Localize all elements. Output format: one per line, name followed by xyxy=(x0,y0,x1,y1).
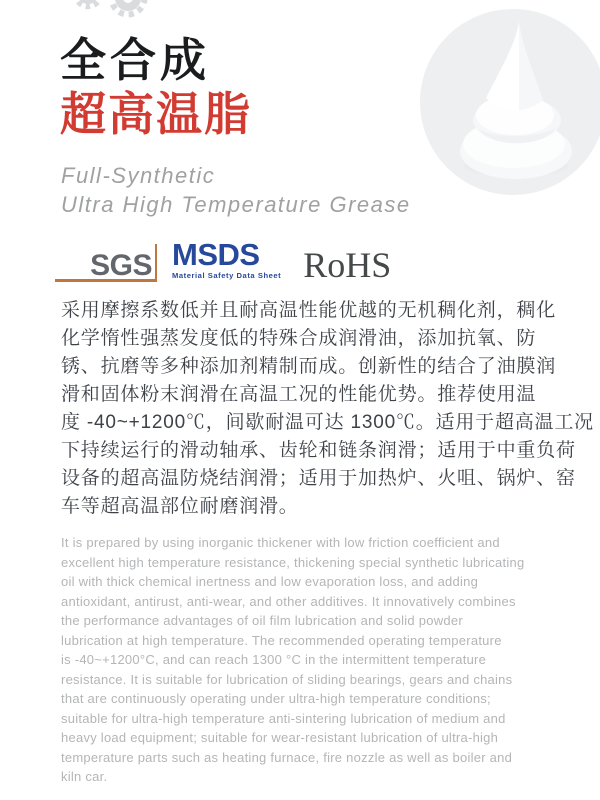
sgs-badge xyxy=(55,244,157,282)
text-line: suitable for ultra-high temperature anti-sintering lubrication of medium and xyxy=(61,710,506,726)
description-chinese xyxy=(61,297,594,521)
text-line: 车等超高温部位耐磨润滑。 xyxy=(61,496,299,517)
text-line: that are continuously operating under ultra-high temperature conditions; xyxy=(61,691,491,706)
product-subtitle-en-line2: Ultra High Temperature Grease xyxy=(61,192,411,217)
product-subtitle-en-line1: Full-Synthetic xyxy=(61,163,216,188)
text-line: kiln car. xyxy=(61,769,108,784)
text-line: oil with thick chemical inertness and low evaporation loss, and adding xyxy=(61,574,479,589)
msds-badge-sublabel: Material Safety Data Sheet xyxy=(172,271,282,280)
text-line: 度 -40~+1200℃，间歇耐温可达 1300℃。适用于超高温工况 xyxy=(61,412,594,433)
text-line: 采用摩擦系数低并且耐高温性能优越的无机稠化剂，稠化 xyxy=(61,300,557,321)
text-line: 锈、抗磨等多种添加剂精制而成。创新性的结合了油膜润 xyxy=(61,356,557,377)
text-line: 化学惰性强蒸发度低的特殊合成润滑油，添加抗氧、防 xyxy=(61,328,537,349)
msds-badge xyxy=(172,237,282,282)
text-line: resistance. It is suitable for lubrication of sliding bearings, gears and chains xyxy=(61,671,513,687)
text-line: antioxidant, antirust, anti-wear, and other additives. It innovatively combines xyxy=(61,593,516,609)
text-line: temperature parts such as heating furnace, fire nozzle as well as boiler and xyxy=(61,749,513,765)
gear-icon xyxy=(62,0,166,28)
description-english xyxy=(61,533,571,787)
text-line: excellent high temperature resistance, thickening special synthetic lubricating xyxy=(61,554,525,570)
text-line: is -40~+1200°C, and can reach 1300 °C in the intermittent temperature xyxy=(61,652,487,667)
product-image xyxy=(418,8,600,198)
text-line: 设备的超高温防烧结润滑；适用于加热炉、火咀、锅炉、窑 xyxy=(61,468,576,489)
text-line: 滑和固体粉末润滑在高温工况的性能优势。推荐使用温 xyxy=(61,384,537,405)
msds-badge-label: MSDS xyxy=(172,237,260,273)
text-line: It is prepared by using inorganic thickener with low friction coefficient and xyxy=(61,535,500,550)
certification-badges xyxy=(55,237,392,285)
text-line: 下持续运行的滑动轴承、齿轮和链条润滑；适用于中重负荷 xyxy=(61,440,576,461)
text-line: lubrication at high temperature. The recommended operating temperature xyxy=(61,632,502,648)
sgs-badge-label: SGS xyxy=(90,249,152,283)
rohs-badge: RoHS xyxy=(303,244,392,285)
product-title-cn-line1: 全合成 xyxy=(60,34,210,86)
text-line: the performance advantages of oil film lubrication and solid powder xyxy=(61,613,463,628)
product-title-cn-line2: 超高温脂 xyxy=(60,88,252,140)
text-line: heavy load equipment; suitable for wear-resistant lubrication of ultra-high xyxy=(61,730,499,745)
